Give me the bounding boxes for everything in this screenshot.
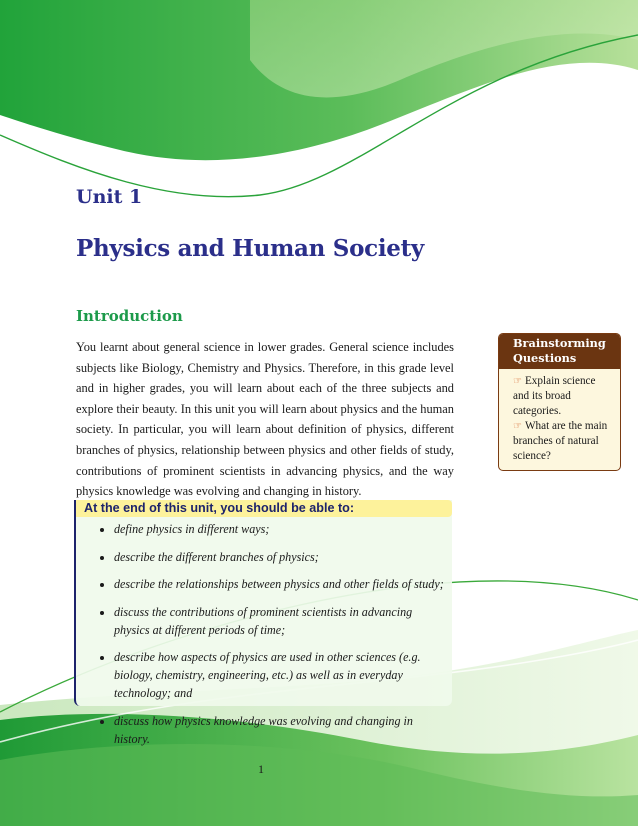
objective-item: • discuss the contributions of prominent scientists in advancing physics at different periods of time;	[114, 603, 444, 639]
objectives-list	[76, 517, 452, 748]
objective-item: • describe how aspects of physics are used in other sciences (e.g. biology, chemistry, engineering, etc.) as well as in everyday technology; and	[114, 648, 444, 702]
objective-item: • describe the relationships between physics and other fields of study;	[114, 575, 444, 593]
introduction-heading: Introduction	[76, 307, 183, 325]
brainstorming-title: Brainstorming Questions	[499, 334, 620, 369]
brainstorming-question-text: Explain science and its broad categories.	[513, 375, 596, 417]
pointing-hand-icon: ☞	[513, 376, 522, 387]
introduction-paragraph: You learnt about general science in lower grades. General science includes subjects like Biology, Chemistry and Physics. Therefore, in this grade level and in higher grades, you will learn about each of the three subjects and explore their beauty. In this unit you will learn about physics and the human society. In particular, you will learn about definition of physics, different branches of physics, relationship between physics and other fields of study, contributions of prominent scientists in advancing physics, and the way physics knowledge was evolving and changing in history.	[76, 340, 454, 499]
brainstorming-question	[513, 419, 614, 464]
unit-label: Unit 1	[76, 186, 143, 208]
objectives-heading: At the end of this unit, you should be able to:	[76, 500, 452, 517]
brainstorming-list	[499, 369, 620, 464]
learning-objectives-box	[74, 500, 452, 746]
objective-item: • define physics in different ways;	[114, 520, 444, 538]
top-wave-decoration	[0, 0, 638, 197]
page-number: 1	[258, 762, 264, 776]
brainstorming-box	[498, 333, 621, 471]
brainstorming-question-text: What are the main branches of natural science?	[513, 420, 608, 462]
pointing-hand-icon: ☞	[513, 421, 522, 432]
objective-item: • describe the different branches of physics;	[114, 548, 444, 566]
objective-item: • discuss how physics knowledge was evolving and changing in history.	[114, 712, 444, 748]
brainstorming-question	[513, 374, 614, 419]
page-title: Physics and Human Society	[76, 235, 424, 262]
